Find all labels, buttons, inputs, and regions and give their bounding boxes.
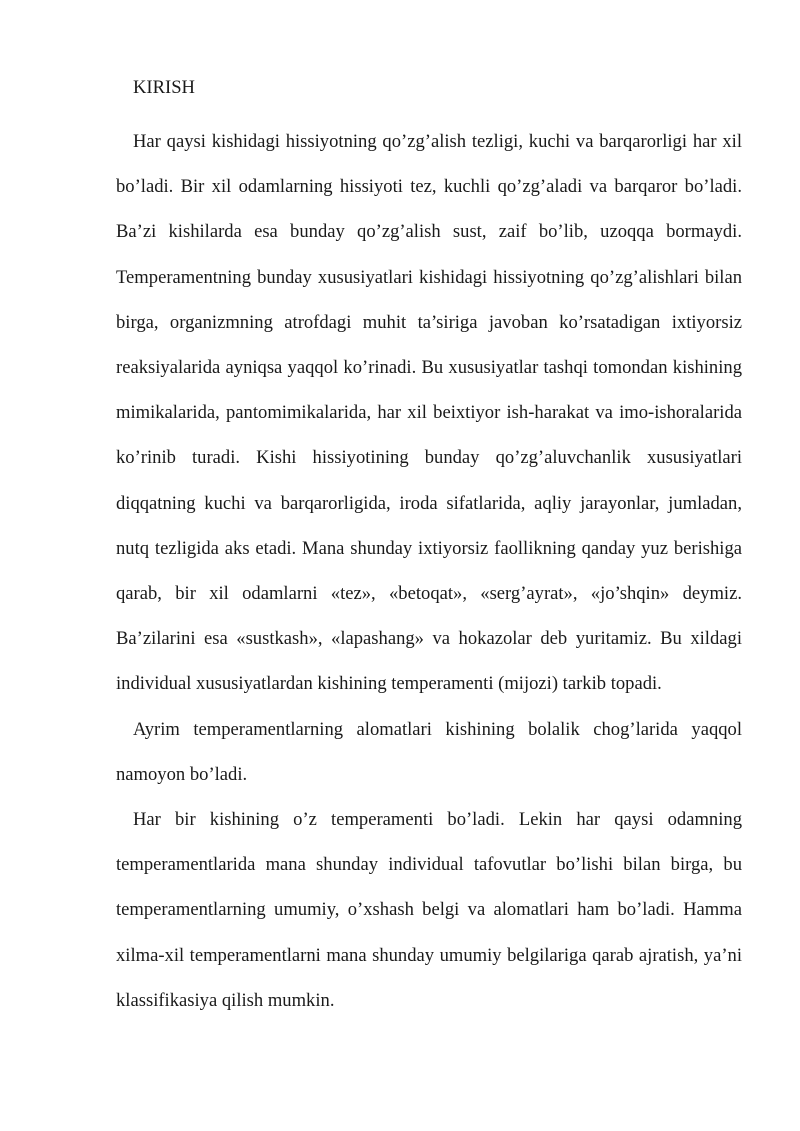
section-heading: KIRISH [133,77,195,98]
document-body [116,74,742,1023]
paragraph-3: Har bir kishining o’z temperamenti bo’ladi. Lekin har qaysi odamning temperamentlarida mana shunday individual tafovutlar bo’lishi bilan birga, bu temperamentlarning umumiy, o’xshash belgi va alomatlari ham bo’ladi. Hamma xilma-xil temperamentlarni mana shunday umumiy belgilariga qarab ajratish, ya’ni klassifikasiya qilish mumkin. [116,809,742,1011]
paragraph-2: Ayrim temperamentlarning alomatlari kishining bolalik chog’larida yaqqol namoyon bo’ladi. [116,718,742,785]
paragraph-1: Har qaysi kishidagi hissiyotning qo’zg’alish tezligi, kuchi va barqarorligi har xil bo’ladi. Bir xil odamlarning hissiyoti tez, kuchli qo’zg’aladi va barqaror bo’ladi. Ba’zi kishilarda esa bunday qo’zg’alish sust, zaif bo’lib, uzoqqa bormaydi. Temperamentning bunday xususiyatlari kishidagi hissiyotning qo’zg’alishlari bilan birga, organizmning atrofdagi muhit ta’siriga javoban ko’rsatadigan ixtiyorsiz reaksiyalarida ayniqsa yaqqol ko’rinadi. Bu xususiyatlar tashqi tomondan kishining mimikalarida, pantomimikalarida, har xil beixtiyor ish-harakat va imo-ishoralarida ko’rinib turadi. Kishi hissiyotining bunday qo’zg’aluvchanlik xususiyatlari diqqatning kuchi va barqarorligida, iroda sifatlarida, aqliy jarayonlar, jumladan, nutq tezligida aks etadi. Mana shunday ixtiyorsiz faollikning qanday yuz berishiga qarab, bir xil odamlarni «tez», «betoqat», «serg’ayrat», «jo’shqin» deymiz. Ba’zilarini esa «sustkash», «lapashang» va hokazolar deb yuritamiz. Bu xildagi individual xususiyatlardan kishining temperamenti (mijozi) tarkib topadi. [116,131,742,695]
